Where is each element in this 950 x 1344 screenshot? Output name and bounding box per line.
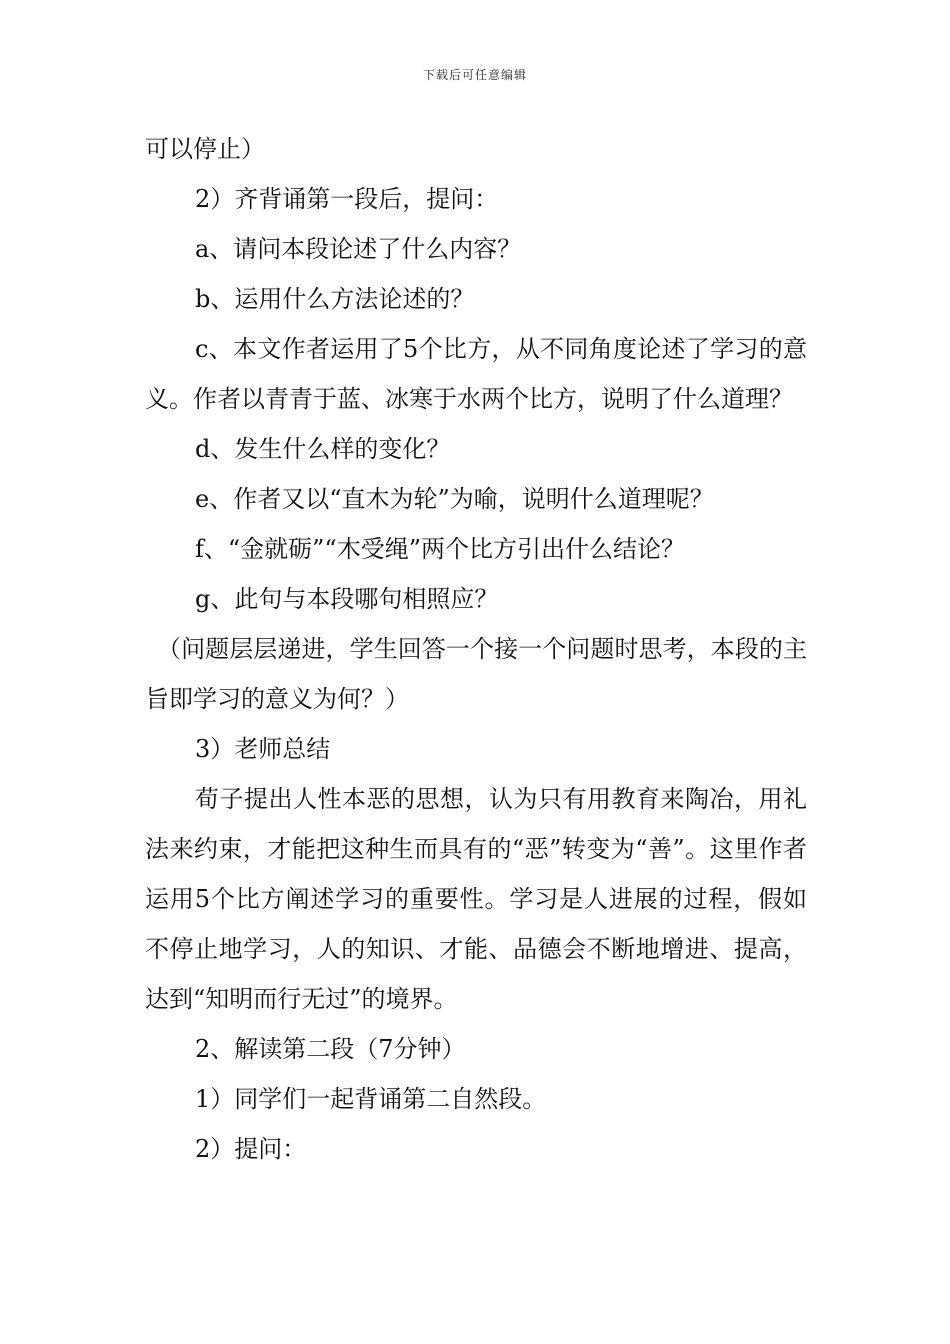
paragraph-question-intro: 2）齐背诵第一段后，提问： [195,185,499,213]
document-body [145,124,807,1174]
question-e: e、作者又以“直木为轮”为喻，说明什么道理呢？ [195,485,714,513]
section-heading-2: 2、解读第二段（7分钟） [195,1035,466,1063]
paragraph-summary-heading: 3）老师总结 [195,735,331,763]
question-f: f、“金就砺”“木受绳”两个比方引出什么结论？ [195,535,685,563]
question-b: b、运用什么方法论述的？ [195,285,475,313]
paragraph-note: （问题层层递进，学生回答一个接一个问题时思考，本段的主旨即学习的意义为何？） [145,635,807,713]
question-a: a、请问本段论述了什么内容？ [195,235,522,263]
paragraph-ask: 2）提问： [195,1135,307,1163]
paragraph-summary: 荀子提出人性本恶的思想，认为只有用教育来陶冶，用礼法来约束，才能把这种生而具有的“恶”转变为“善”。这里作者运用5个比方阐述学习的重要性。学习是人进展的过程，假如不停止地学习，人的知识、才能、品德会不断地增进、提高，达到“知明而行无过”的境界。 [145,785,807,1013]
question-d: d、发生什么样的变化？ [195,435,451,463]
paragraph-continuation: 可以停止） [145,135,265,163]
question-g: g、此句与本段哪句相照应？ [195,585,499,613]
question-c: c、本文作者运用了5个比方，从不同角度论述了学习的意义。作者以青青于蓝、冰寒于水两个比方，说明了什么道理？ [145,335,807,413]
paragraph-recite: 1）同学们一起背诵第二自然段。 [195,1085,547,1113]
page-header: 下载后可任意编辑 [422,68,527,82]
